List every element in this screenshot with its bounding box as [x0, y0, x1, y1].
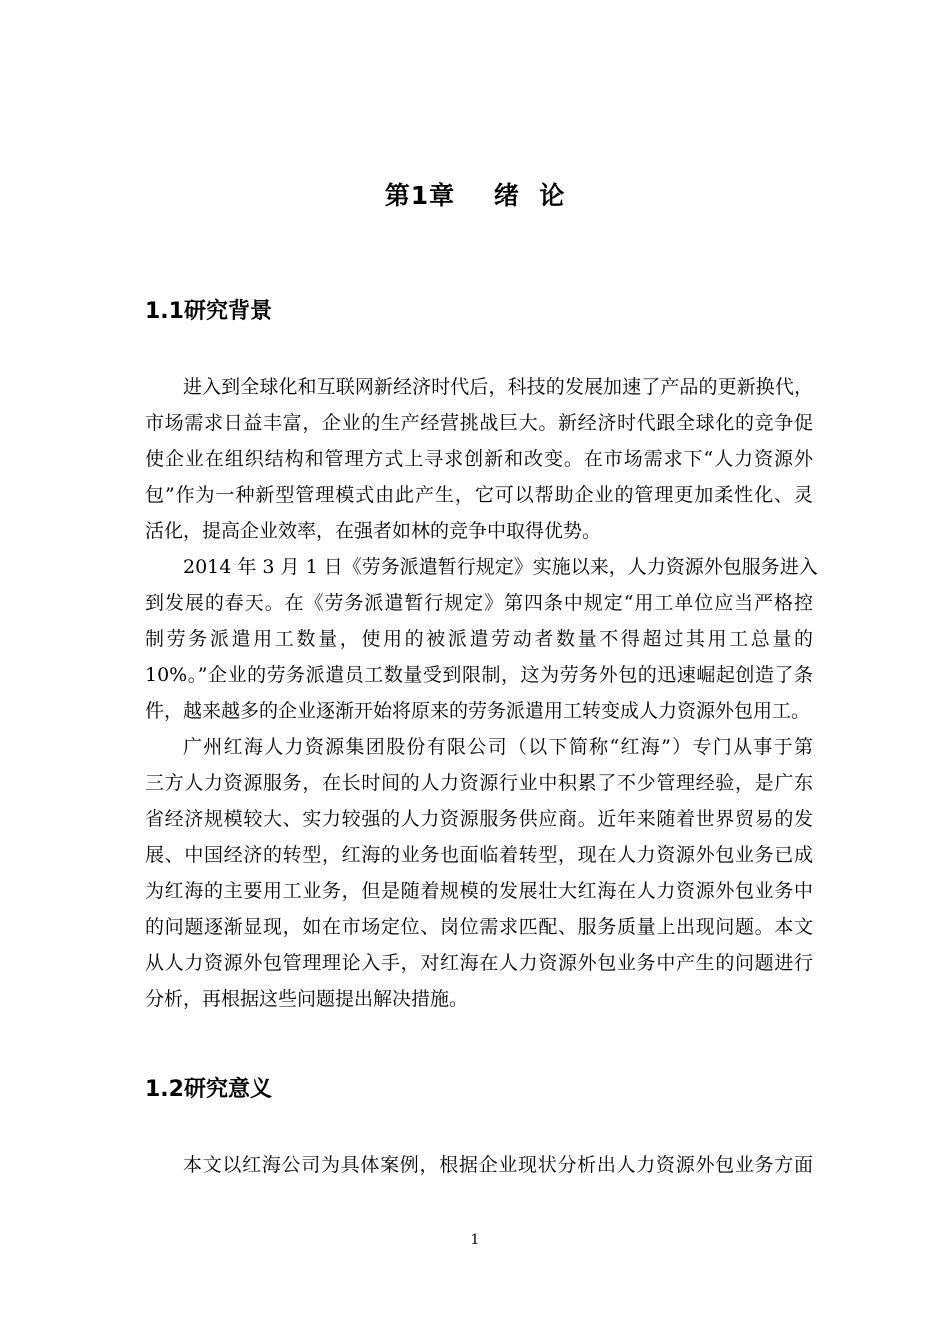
text-line: 活化，提高企业效率，在强者如林的竞争中取得优势。: [145, 520, 602, 542]
text-line: 的问题逐渐显现，如在市场定位、岗位需求匹配、服务质量上出现问题。本文: [145, 916, 813, 938]
text-line: 从人力资源外包管理理论入手，对红海在人力资源外包业务中产生的问题进行: [145, 952, 813, 974]
text-line: 展、中国经济的转型，红海的业务也面临着转型，现在人力资源外包业务已成: [145, 844, 813, 866]
text-line: 分析，再根据这些问题提出解决措施。: [145, 988, 469, 1010]
text-line: 10%。”企业的劳务派遣员工数量受到限制，这为劳务外包的迅速崛起创造了条: [145, 664, 813, 686]
chapter-title: 第1章 绪 论: [384, 181, 566, 210]
section-heading-research-significance: 1.2研究意义: [145, 1077, 272, 1102]
text-line: 2014 年 3 月 1 日《劳务派遣暂行规定》实施以来，人力资源外包服务进入: [183, 556, 818, 578]
text-line: 本文以红海公司为具体案例，根据企业现状分析出人力资源外包业务方面: [183, 1154, 813, 1176]
text-line: 制劳务派遣用工数量，使用的被派遣劳动者数量不得超过其用工总量的: [145, 628, 813, 650]
section-body-research-significance: [145, 1147, 813, 1183]
text-line: 省经济规模较大、实力较强的人力资源服务供应商。近年来随着世界贸易的发: [145, 808, 813, 830]
text-line: 广州红海人力资源集团股份有限公司（以下简称“红海”）专门从事于第: [183, 736, 813, 758]
text-line: 到发展的春天。在《劳务派遣暂行规定》第四条中规定“用工单位应当严格控: [145, 592, 813, 614]
page-number: 1: [470, 1232, 480, 1248]
text-line: 为红海的主要用工业务，但是随着规模的发展壮大红海在人力资源外包业务中: [145, 880, 813, 902]
section-heading-research-background: 1.1研究背景: [145, 299, 272, 324]
text-line: 包”作为一种新型管理模式由此产生，它可以帮助企业的管理更加柔性化、灵: [145, 484, 813, 506]
text-line: 件，越来越多的企业逐渐开始将原来的劳务派遣用工转变成人力资源外包用工。: [145, 700, 811, 722]
text-line: 使企业在组织结构和管理方式上寻求创新和改变。在市场需求下“人力资源外: [145, 448, 813, 470]
text-line: 市场需求日益丰富，企业的生产经营挑战巨大。新经济时代跟全球化的竞争促: [145, 412, 813, 434]
section-body-research-background: [145, 369, 818, 1017]
text-line: 进入到全球化和互联网新经济时代后，科技的发展加速了产品的更新换代，: [183, 376, 813, 398]
text-line: 三方人力资源服务，在长时间的人力资源行业中积累了不少管理经验，是广东: [145, 772, 813, 794]
